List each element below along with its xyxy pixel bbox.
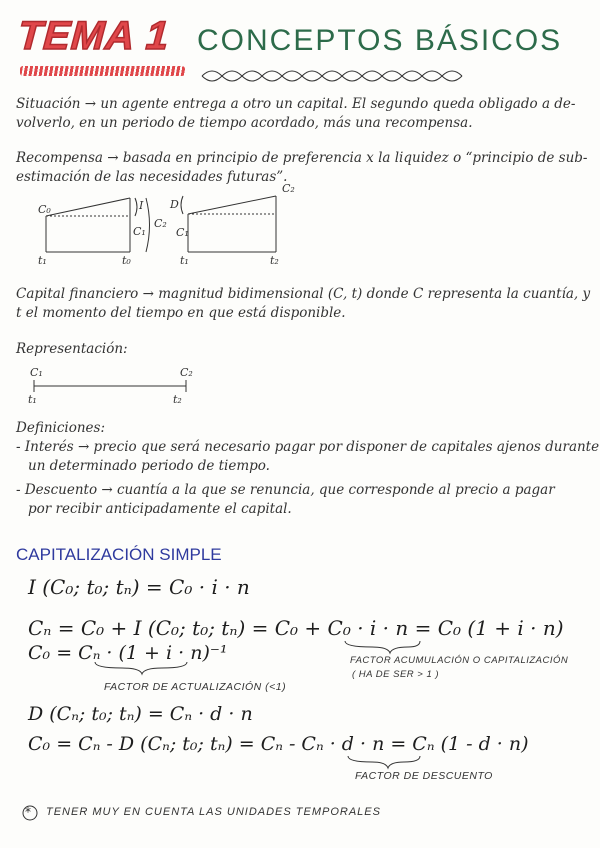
diagram2-t1: t₁ [180, 254, 189, 267]
factor-acumulacion-label: FACTOR ACUMULACIÓN O CAPITALIZACIÓN [350, 655, 569, 666]
note-asterisk: * [25, 805, 31, 819]
diagram1-c0: C₀ [38, 203, 51, 216]
timeline-representation [34, 380, 186, 392]
note-text: TENER MUY EN CUENTA LAS UNIDADES TEMPORALES [46, 806, 381, 818]
definiciones-label: Definiciones: [16, 420, 105, 436]
diagram1-t0: t₀ [122, 254, 131, 267]
timeline-c1: C₁ [30, 366, 43, 379]
section-title-capitalizacion: CAPITALIZACIÓN SIMPLE [16, 545, 222, 564]
diagram-discount [181, 196, 276, 252]
braid-decoration [202, 71, 462, 81]
diagram2-slope [188, 196, 276, 214]
factor-actualizacion-label: FACTOR DE ACTUALIZACIÓN (<1) [104, 681, 287, 693]
descuento-line2: por recibir anticipadamente el capital. [28, 501, 292, 517]
capital-line1: Capital financiero → magnitud bidimensional (C, t) donde C representa la cuantía, y [16, 286, 591, 302]
factor-acumulacion-condition: ( HA DE SER > 1 ) [352, 669, 440, 680]
diagram1-slope [46, 198, 130, 216]
diagram2-c2: C₂ [282, 182, 295, 195]
recompensa-line1: Recompensa → basada en principio de preferencia x la liquidez o “principio de sub- [16, 150, 588, 166]
situacion-line2: volverlo, en un periodo de tiempo acordado, más una recompensa. [16, 115, 473, 131]
factor-descuento-label: FACTOR DE DESCUENTO [355, 770, 493, 782]
equation-capital-inicial: C₀ = Cₙ · (1 + i · n)⁻¹ [28, 642, 228, 664]
diagram2-t2: t₂ [270, 254, 279, 267]
brace-d [181, 196, 183, 214]
diagram1-i: I [139, 199, 144, 212]
interes-line1: - Interés → precio que será necesario pagar por disponer de capitales ajenos durante [16, 439, 600, 455]
equation-capital-descontado: C₀ = Cₙ - D (Cₙ; t₀; tₙ) = Cₙ - Cₙ · d · n = Cₙ (1 - d · n) [28, 733, 529, 755]
brace-c2 [146, 198, 150, 252]
diagram1-c1: C₁ [133, 225, 146, 238]
diagram2-d: D [170, 198, 179, 211]
timeline-t1: t₁ [28, 393, 37, 406]
diagram1-t1: t₁ [38, 254, 47, 267]
interes-line2: un determinado periodo de tiempo. [28, 458, 270, 474]
equation-interes: I (C₀; t₀; tₙ) = C₀ · i · n [28, 575, 250, 599]
representacion-label: Representación: [16, 341, 128, 357]
equation-descuento: D (Cₙ; t₀; tₙ) = Cₙ · d · n [28, 703, 253, 725]
underbrace-acumulacion [345, 641, 420, 653]
timeline-c2: C₂ [180, 366, 193, 379]
page-subtitle: CONCEPTOS BÁSICOS [197, 24, 563, 57]
tema-title: TEMA 1 [16, 14, 171, 58]
descuento-line1: - Descuento → cuantía a la que se renuncia, que corresponde al precio a pagar [16, 482, 555, 498]
diagram1-c2: C₂ [154, 217, 167, 230]
underbrace-descuento [348, 756, 420, 768]
capital-line2: t el momento del tiempo en que está disponible. [16, 305, 346, 321]
recompensa-line2: estimación de las necesidades futuras”. [16, 169, 288, 185]
situacion-line1: Situación → un agente entrega a otro un capital. El segundo queda obligado a de- [16, 96, 576, 112]
diagram2-c1: C₁ [176, 226, 189, 239]
equation-capital-final: Cₙ = C₀ + I (C₀; t₀; tₙ) = C₀ + C₀ · i · n = C₀ (1 + i · n) [28, 616, 564, 640]
brace-i [135, 198, 137, 216]
timeline-t2: t₂ [173, 393, 182, 406]
